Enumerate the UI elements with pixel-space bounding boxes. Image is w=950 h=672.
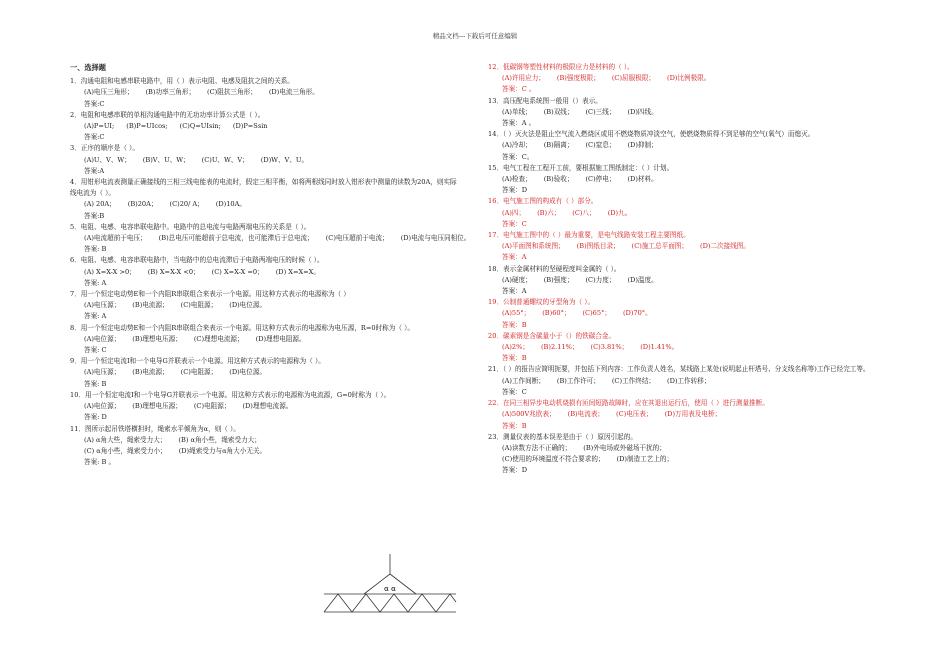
option-text: (B)理想电压源； <box>132 334 182 343</box>
question-options <box>488 174 893 185</box>
question-stem: 10．用一个恒定电流I和一个电导G并联表示一个电源。用这种方式表示的电源称为电流源，G=0时称为（ ）。 <box>70 390 391 399</box>
option-text: (A)电流超前于电压； <box>84 234 147 243</box>
question-options <box>488 73 893 84</box>
option-text: (C)电压超前于电流； <box>325 234 389 243</box>
left-column <box>70 62 471 468</box>
question-stem: 17．电气施工图中的（ ）最为重要，是电气线路安装工程主要图纸。 <box>488 231 690 240</box>
question-stem: 11．图所示起吊铁塔横担时，绳索水平倾角为α，则（ ）。 <box>70 424 240 433</box>
answer-text: 答案：C。 <box>502 152 534 161</box>
question-item <box>70 76 460 110</box>
answer-text: 答案: B <box>84 379 107 388</box>
answer-text: 答案:C <box>84 99 105 108</box>
option-text: (D)材料。 <box>627 175 658 184</box>
question-item <box>70 289 460 323</box>
answer-text: 答案：D <box>502 466 528 475</box>
question-options <box>70 334 460 345</box>
option-text: (D)温度。 <box>627 275 658 284</box>
option-text: (D)1.41%。 <box>640 343 679 352</box>
question-list-right <box>488 62 893 477</box>
option-text: (A) α角大些，绳索受力大； <box>84 435 167 444</box>
question-item <box>70 323 460 357</box>
answer-text: 答案：B <box>502 421 527 430</box>
option-text: (A)电位源； <box>84 334 121 343</box>
option-text: (C)窒息； <box>585 141 616 150</box>
option-text: (C)理想电流源； <box>193 334 244 343</box>
question-stem: 16．电气施工图的构成有（ ）部分。 <box>488 197 598 206</box>
option-text: (C)八； <box>572 208 596 217</box>
question-item <box>488 62 893 96</box>
question-stem: 12．低碳钢等塑性材料的极限应力是材料的（ ）。 <box>488 63 634 71</box>
option-text: (B)2.11%； <box>540 343 579 352</box>
question-options <box>488 376 893 387</box>
option-text: (D)电位源。 <box>229 301 267 310</box>
question-stem: 6．电阻、电感、电容串联电路中，当电路中的总电流滞后于电路两端电压的时候（ ）。 <box>70 256 324 265</box>
option-text: (B)20A； <box>127 200 158 209</box>
question-options <box>488 140 893 151</box>
question-item <box>488 432 893 477</box>
option-text: (D)工作转移； <box>667 376 711 385</box>
option-text: (B)功率三角形； <box>145 88 196 97</box>
question-options <box>488 241 893 252</box>
question-options <box>70 121 460 132</box>
question-options <box>70 300 460 311</box>
option-text: (A)U、V、W； <box>84 155 131 164</box>
option-text: (B)验收； <box>543 175 574 184</box>
question-options <box>488 275 893 286</box>
answer-text: 答案：B <box>502 320 527 329</box>
option-text: (D)W、V、U。 <box>260 155 309 164</box>
option-text: (C)使用的环境温度不符合要求的； <box>502 455 605 464</box>
option-text: (A)电压源； <box>84 301 121 310</box>
question-item <box>488 331 893 365</box>
answer-text: 答案：C 。 <box>502 85 536 94</box>
question-item <box>70 177 460 222</box>
option-text: (D)制造工艺上的； <box>616 455 674 464</box>
question-stem: 1．沟通电阻和电感串联电路中，用（ ）表示电阻、电感及阻抗之间的关系。 <box>70 77 294 86</box>
option-text: (D)10A。 <box>215 200 246 209</box>
question-item <box>70 390 460 424</box>
question-stem: 9．用一个恒定电流I和一个电导G并联表示一个电源。用这种方式表示的电源称为（ ）。 <box>70 357 325 366</box>
answer-text: 答案：B <box>502 354 527 363</box>
answer-text: 答案: D <box>84 413 107 422</box>
option-text: (B)六； <box>537 208 561 217</box>
question-item <box>488 398 893 432</box>
option-text: (C)力度； <box>585 275 616 284</box>
right-column <box>488 62 893 477</box>
option-text: (A)单线； <box>502 107 532 116</box>
option-text: (A)四； <box>502 208 526 217</box>
option-text: (A)电位源； <box>84 402 121 411</box>
option-text: (A)500V兆欧表； <box>502 410 556 419</box>
option-text: (C)20/ A； <box>169 200 204 209</box>
option-text: (C)三线； <box>585 107 616 116</box>
question-stem: 21．（ ）的报告应简明扼要，并包括下列内容：工作负责人姓名，某线路上某处(说明起止杆塔号、分支线名称等)工作已经完工等。 <box>488 365 870 374</box>
option-text: (B)P=UIcos; <box>126 122 168 131</box>
question-stem: 15．电气工程在工程开工前，要根据施工图纸制定：（ ）计划。 <box>488 163 674 172</box>
option-text: (C)3.81%； <box>590 343 629 352</box>
option-text: (A)冷却； <box>502 141 532 150</box>
option-text: (B) X=X-X <0； <box>147 267 200 276</box>
answer-text: 答案：D <box>502 186 528 195</box>
answer-text: 答案:C <box>84 133 105 142</box>
answer-text: 答案：C <box>502 219 527 228</box>
question-stem: 7．用一个恒定电动势E和一个内阻R串联组合来表示一个电源。用这种方式表示的电源称为（ ） <box>70 290 350 299</box>
option-text: (D) X=X=X。 <box>275 267 320 276</box>
answer-text: 答案：C <box>502 387 527 396</box>
answer-text: 答案: B <box>84 245 107 254</box>
question-item <box>488 230 893 264</box>
option-text: (D)70°。 <box>622 309 652 318</box>
option-text: (A)2%； <box>502 343 529 352</box>
option-text: (A)检查； <box>502 175 532 184</box>
question-item <box>70 222 471 256</box>
question-stem: 23．测量仪表的基本误差是由于（ ）原因引起的。 <box>488 432 637 441</box>
option-text: (D)万用表及电桥； <box>664 410 722 419</box>
question-options <box>70 233 471 244</box>
option-text: (B)图纸目录； <box>576 242 620 251</box>
option-text: (B)双线； <box>543 107 574 116</box>
option-text: (A)平面图和系统图； <box>502 242 565 251</box>
question-stem: 19．公制普通螺纹的牙型角为（ ）。 <box>488 298 595 307</box>
question-options <box>70 367 460 378</box>
option-text: (D)比例极限。 <box>667 74 711 83</box>
option-text: (A)55°； <box>502 309 531 318</box>
question-item <box>488 163 893 197</box>
option-text: (B)理想电压源； <box>132 402 182 411</box>
question-options <box>70 155 460 166</box>
answer-text: 答案：A <box>502 287 527 296</box>
question-options <box>70 435 460 446</box>
option-text: (C)电阻源； <box>193 402 231 411</box>
question-options <box>70 199 460 210</box>
question-options <box>70 87 460 98</box>
option-text: (B)工作许可； <box>556 376 600 385</box>
answer-text: 答案：A <box>502 253 527 262</box>
option-text: (B)电流源； <box>132 301 169 310</box>
option-text: (B)外电场或外磁场干扰的； <box>583 443 666 452</box>
option-text: (A)硬度； <box>502 275 532 284</box>
question-stem: 20．碳素钢是含碳量小于（）的铁碳合金。 <box>488 331 616 340</box>
option-text: (C)施工总平面图； <box>631 242 688 251</box>
question-stem: 22．在同三相异步电动机烧损有匝间短路故障时，应在其退出运行后，使用（ ）进行测量推断。 <box>488 399 769 408</box>
question-list-left <box>70 76 471 468</box>
option-text: (D)四线。 <box>627 107 658 116</box>
answer-text: 答案: B 。 <box>84 458 116 467</box>
option-text: (A) 20A； <box>84 200 116 209</box>
option-text: (C)U、W、V； <box>201 155 249 164</box>
option-text: (A)电压源； <box>84 368 121 377</box>
question-options <box>70 446 460 457</box>
option-text: (A)工作间断； <box>502 376 545 385</box>
option-text: (C)电压表； <box>616 410 653 419</box>
option-text: (A) X=X-X >0； <box>84 267 136 276</box>
question-stem: 8．用一个恒定电动势E和一个内阻R串联组合来表示一个电源。用这种方式表示的电源称为电压源，R=0时称为（ ）。 <box>70 323 414 332</box>
question-item <box>488 297 893 331</box>
option-text: (D)理想电流源。 <box>242 402 293 411</box>
question-item <box>70 255 460 289</box>
option-text: (C)Q=UIsin; <box>179 122 221 131</box>
option-text: (A)读数方法不正确的； <box>502 443 572 452</box>
question-stem: 13．高压配电系统图一般用（）表示。 <box>488 96 602 105</box>
option-text: (D)理想电阻源。 <box>255 334 306 343</box>
question-stem: 14．（ ）灭火法是阻止空气流入燃烧区或用不燃烧物质冲淡空气，使燃烧物质得不到足够的空气(氧气）而熄灭。 <box>488 130 815 139</box>
option-text: (C)电阻源； <box>180 368 218 377</box>
option-text: (A)许用应力； <box>502 74 545 83</box>
question-options <box>488 409 893 420</box>
option-text: (B)强度极限； <box>556 74 600 83</box>
option-text: (C)65°； <box>582 309 611 318</box>
question-stem: 5．电阻、电感、电容串联电路中。电路中的总电流与电路两端电压的关系是（ ）。 <box>70 222 311 231</box>
question-options <box>488 208 893 219</box>
question-options <box>488 308 893 319</box>
option-text: (D)绳索受力与α角大小无关。 <box>178 446 267 455</box>
answer-text: 答案: A <box>84 278 107 287</box>
question-item <box>488 196 893 230</box>
option-text: (D)二次接线图。 <box>700 242 750 251</box>
option-text: (B) α角小些，绳索受力大； <box>178 435 261 444</box>
option-text: (C) X=X-X =0； <box>211 267 264 276</box>
question-options <box>488 454 893 465</box>
question-stem: 3．正序的顺序是（ ）。 <box>70 144 139 153</box>
question-item <box>70 110 460 144</box>
option-text: (B)电流源； <box>132 368 169 377</box>
option-text: (B)隔离； <box>543 141 574 150</box>
tower-crossarm-figure <box>320 552 460 616</box>
section-title: 一、选择题 <box>70 63 106 72</box>
option-text: (B)V、U、W； <box>142 155 190 164</box>
option-text: (A)电压三角形； <box>84 88 134 97</box>
answer-text: 答案：A 。 <box>502 119 536 128</box>
question-stem: 2．电阻和电感串联的单相沟通电路中的无功功率计算公式是（ ）。 <box>70 110 265 119</box>
question-item <box>488 129 893 163</box>
option-text: (B)强度； <box>543 275 574 284</box>
option-text: (D)电流与电压同相位。 <box>400 234 471 243</box>
option-text: (D)电位源。 <box>229 368 267 377</box>
question-item <box>70 356 460 390</box>
figure-angle-label: α α <box>384 585 396 593</box>
question-options <box>70 267 460 278</box>
option-text: (B)电流表； <box>567 410 605 419</box>
page-header: 精品文档---下载后可任意编辑 <box>432 32 518 40</box>
option-text: (B)总电压可能超前于总电流，也可能滞后于总电流； <box>158 234 314 243</box>
option-text: (D)抑制； <box>627 141 658 150</box>
option-text: (A)P=UI; <box>84 122 115 131</box>
answer-text: 答案:B <box>84 211 105 220</box>
question-item <box>488 96 893 130</box>
answer-text: 答案: A <box>84 312 107 321</box>
question-item <box>70 424 460 469</box>
question-stem: 18．表示金属材料的坚硬程度叫金属的（ ）。 <box>488 264 621 273</box>
option-text: (C)屈服极限； <box>611 74 656 83</box>
option-text: (C)阻抗三角形； <box>207 88 257 97</box>
option-text: (D)P=Ssin <box>232 122 268 131</box>
question-options <box>70 401 460 412</box>
question-options <box>488 342 893 353</box>
option-text: (C)停电； <box>585 175 616 184</box>
question-options <box>488 443 893 454</box>
question-item <box>70 143 460 177</box>
option-text: (C) α角小些，绳索受力小； <box>84 446 167 455</box>
option-text: (B)60°； <box>542 309 571 318</box>
option-text: (D)九。 <box>607 208 632 217</box>
answer-text: 答案:A <box>84 166 105 175</box>
question-options <box>488 107 893 118</box>
option-text: (D)电流三角形。 <box>268 88 319 97</box>
question-item <box>488 264 893 298</box>
question-item <box>488 364 893 398</box>
option-text: (C)工作终结； <box>611 376 656 385</box>
answer-text: 答案: C <box>84 346 107 355</box>
question-stem: 4．用钳形电流表测量正确接线的三相三线电能表的电流时，假定三相平衡，如将两根线同时放入钳形表中测量的读数为20A，则实际线电流为（ ）。 <box>70 178 457 198</box>
option-text: (C)电阻源； <box>180 301 218 310</box>
